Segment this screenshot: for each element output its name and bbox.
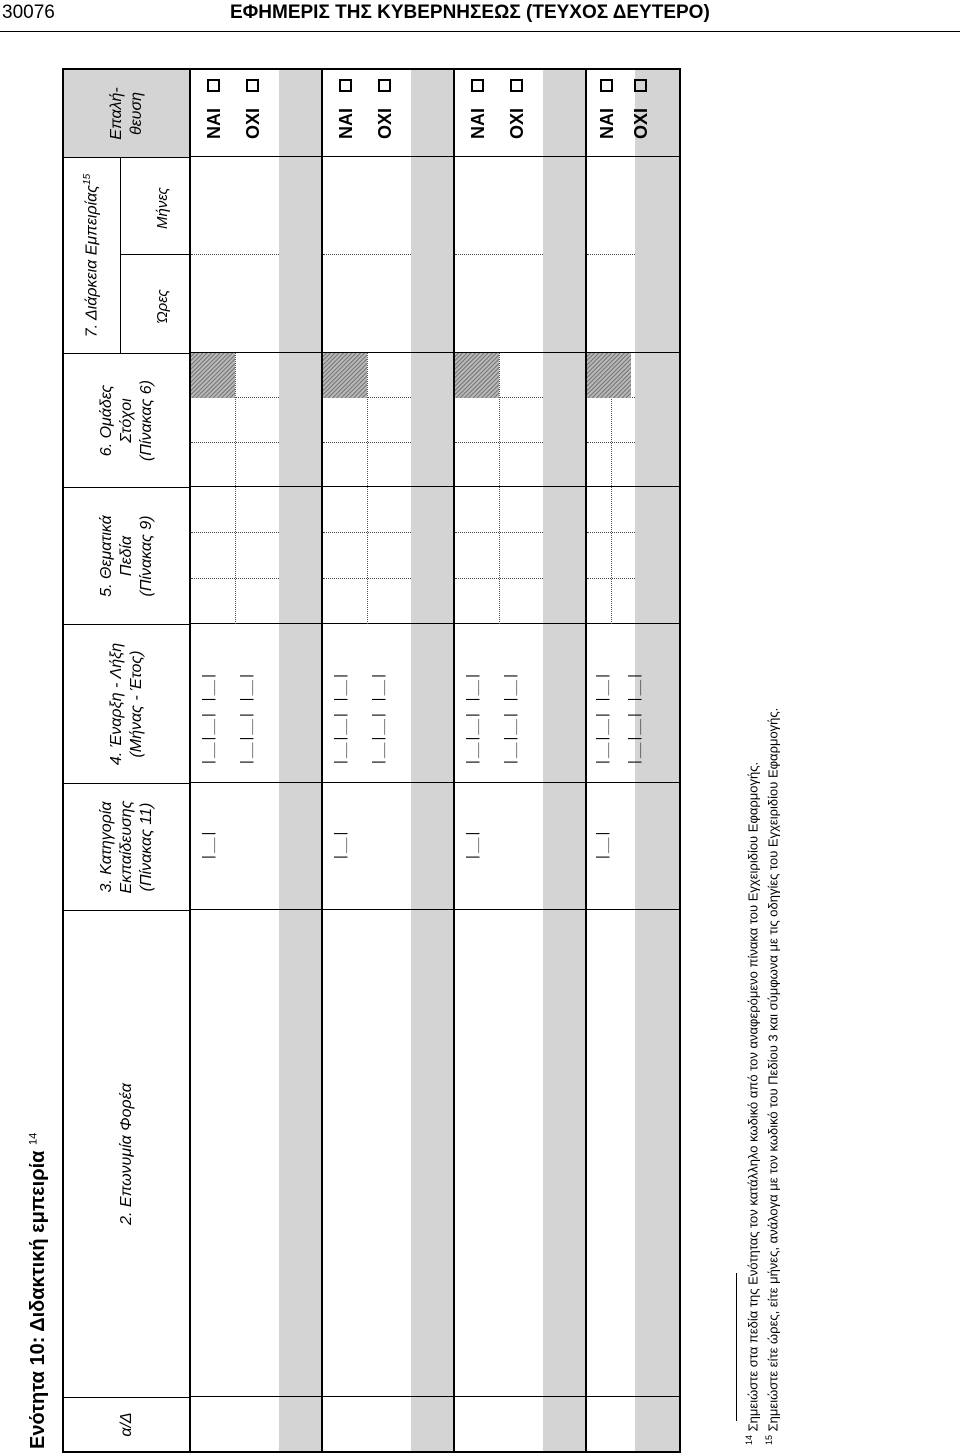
teaching-experience-table (62, 68, 681, 1453)
page-number: 30076 (2, 2, 55, 23)
no-checkbox[interactable] (246, 79, 259, 92)
footnote-rule (736, 1273, 737, 1421)
start-date-field[interactable]: |__|__| |__| (465, 672, 480, 766)
table-row (453, 70, 585, 1451)
row-stripe (279, 70, 321, 1451)
yes-label: ΝΑΙ (468, 108, 488, 139)
end-date-field[interactable]: |__|__| |__| (371, 672, 386, 766)
category-code-field[interactable]: |__| (333, 829, 348, 861)
category-code-field[interactable]: |__| (465, 829, 480, 861)
table-row (321, 70, 453, 1451)
header-thematic-fields: 5. Θεματικά Πεδία (Πίνακας 9) (64, 487, 189, 624)
header-hours: Ώρες (154, 289, 171, 323)
duration-split (120, 254, 189, 255)
end-date-field[interactable]: |__|__| |__| (503, 672, 518, 766)
header-months: Μήνες (154, 187, 171, 229)
shaded-cell (323, 353, 367, 398)
no-label: ΟΧΙ (507, 107, 527, 139)
yes-label: ΝΑΙ (597, 108, 617, 139)
header-category: 3. Κατηγορία Εκπαίδευσης (Πίνακας 11) (64, 783, 189, 910)
table-row (585, 70, 679, 1451)
row-stripe (543, 70, 585, 1451)
yes-checkbox[interactable] (207, 79, 220, 92)
shaded-cell (191, 353, 235, 398)
header-dates: 4. Έναρξη - Λήξη (Μήνας - Έτος) (64, 624, 189, 783)
header-verification: Επαλή- θευση (64, 70, 189, 157)
yes-label: ΝΑΙ (336, 108, 356, 139)
end-date-field[interactable]: |__|__| |__| (239, 672, 254, 766)
header-serial: α/Δ (64, 1397, 189, 1451)
rotated-form-page (0, 40, 830, 1453)
no-label: ΟΧΙ (375, 107, 395, 139)
header-organization: 2. Επωνυμία Φορέα (64, 910, 189, 1397)
no-label: ΟΧΙ (243, 107, 263, 139)
footnote-ref-14: 14 (27, 1132, 40, 1145)
yes-label: ΝΑΙ (204, 108, 224, 139)
yes-checkbox[interactable] (600, 79, 613, 92)
no-checkbox[interactable] (510, 79, 523, 92)
no-checkbox[interactable] (378, 79, 391, 92)
page-header (0, 0, 960, 34)
no-label: ΟΧΙ (631, 107, 651, 139)
row-stripe (411, 70, 453, 1451)
start-date-field[interactable]: |__|__| |__| (201, 672, 216, 766)
journal-title: ΕΦΗΜΕΡΙΣ ΤΗΣ ΚΥΒΕΡΝΗΣΕΩΣ (ΤΕΥΧΟΣ ΔΕΥΤΕΡΟ) (230, 2, 710, 23)
no-checkbox[interactable] (634, 79, 647, 92)
section-title: Ενότητα 10: Διδακτική εμπειρία $^{14}$ (27, 1132, 49, 1449)
header-target-groups: 6. Ομάδες Στόχοι (Πίνακας 6) (64, 353, 189, 487)
category-code-field[interactable]: |__| (595, 829, 610, 861)
shaded-cell (455, 353, 499, 398)
table-row (189, 70, 321, 1451)
yes-checkbox[interactable] (471, 79, 484, 92)
start-date-field[interactable]: |__|__| |__| (333, 672, 348, 766)
header-duration: 7. Διάρκεια Εμπειρίας$^{15}$ (64, 157, 189, 353)
category-code-field[interactable]: |__| (201, 829, 216, 861)
start-date-field[interactable]: |__|__| |__| (595, 672, 610, 766)
end-date-field[interactable]: |__|__| |__| (627, 672, 642, 766)
yes-checkbox[interactable] (339, 79, 352, 92)
footnote-15: $^{15}$ Σημειώστε είτε ώρες, είτε μήνες, ανάλογα με τον κωδικό του Πεδίου 3 και σύμφωνα με τις οδηγίες του Εγχειριδίου Εφαρμογής. (764, 707, 781, 1445)
footnote-ref-15: 15 (82, 173, 93, 185)
shaded-cell (587, 353, 631, 398)
header-rule (0, 31, 960, 32)
duration-divider (120, 157, 121, 353)
footnote-14: $^{14}$ Σημειώστε στα πεδία της Ενότητας τον κατάλληλο κωδικό από τον αναφερόμενο πίνακα του Εγχειριδίου Εφαρμογής. (744, 761, 761, 1445)
